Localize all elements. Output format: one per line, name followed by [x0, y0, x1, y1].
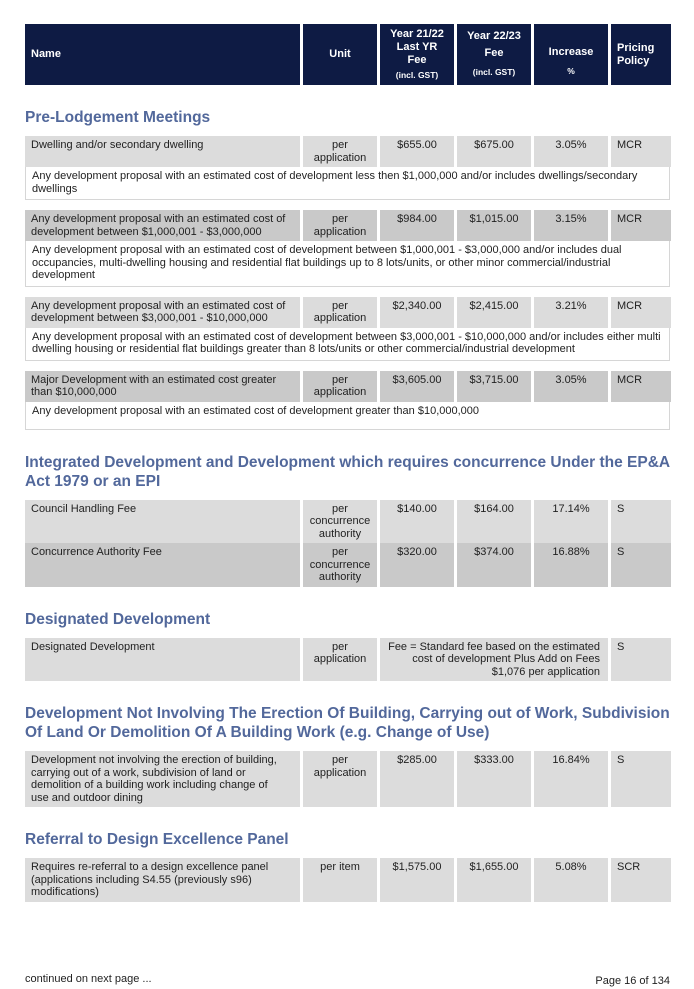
row-increase: 16.88% [534, 543, 608, 587]
row-description: Any development proposal with an estimated cost of development between $3,000,001 - $10,000,000 and/or includes either multi dwelling housing or residential flat buildings greater than 8 lots/units or other commercial/industrial development [25, 328, 670, 361]
header-unit [303, 24, 377, 85]
row-last-fee: $320.00 [380, 543, 454, 587]
row-name: Development not involving the erection of building, carrying out of a work, subdivision of land or demolition of a building work including change of use and outdoor dining [25, 751, 300, 807]
row-unit: per application [303, 638, 377, 682]
row-fee: $3,715.00 [457, 371, 531, 402]
row-policy: S [611, 638, 671, 682]
row-name: Any development proposal with an estimated cost of development between $1,000,001 - $3,000,000 [25, 210, 300, 241]
row-name: Major Development with an estimated cost greater than $10,000,000 [25, 371, 300, 402]
header-increase-unit: % [567, 65, 575, 76]
table-row [25, 751, 670, 807]
row-increase: 3.15% [534, 210, 608, 241]
row-fee-text: Fee = Standard fee based on the estimated cost of development Plus Add on Fees $1,076 per application [380, 638, 608, 682]
table-row [25, 638, 670, 682]
header-pricing-policy [611, 24, 671, 85]
page-number: Page 16 of 134 [595, 975, 670, 987]
row-increase: 3.05% [534, 136, 608, 167]
row-last-fee: $3,605.00 [380, 371, 454, 402]
table-row [25, 371, 670, 402]
section-title-referral: Referral to Design Excellence Panel [25, 831, 289, 848]
header-last-year-fee [380, 24, 454, 85]
row-description: Any development proposal with an estimated cost of development less then $1,000,000 and/or includes dwellings/secondary dwellings [25, 167, 670, 200]
row-fee: $1,655.00 [457, 858, 531, 902]
row-increase: 17.14% [534, 500, 608, 544]
section-title-not-involving: Development Not Involving The Erection Of Building, Carrying out of Work, Subdivision Of Land Or Demolition Of A Building Work (e.g. Change of Use) [25, 705, 670, 741]
row-fee: $164.00 [457, 500, 531, 544]
table-row [25, 543, 670, 587]
row-policy: MCR [611, 371, 671, 402]
header-fee-label: Fee [484, 47, 504, 59]
fee-group [25, 371, 670, 430]
table-row [25, 500, 670, 544]
continued-note: continued on next page ... [25, 973, 152, 985]
row-last-fee: $2,340.00 [380, 297, 454, 328]
header-increase [534, 24, 608, 85]
header-name [25, 24, 300, 85]
row-policy: SCR [611, 858, 671, 902]
table-row [25, 858, 670, 902]
row-policy: MCR [611, 136, 671, 167]
row-fee: $2,415.00 [457, 297, 531, 328]
row-policy: S [611, 751, 671, 807]
section-title-pre-lodgement: Pre-Lodgement Meetings [25, 109, 211, 126]
row-increase: 16.84% [534, 751, 608, 807]
row-policy: S [611, 543, 671, 587]
fee-group [25, 297, 670, 361]
header-last-yr-label: Last YR [396, 40, 438, 53]
row-increase: 3.05% [534, 371, 608, 402]
row-unit: per concurrence authority [303, 543, 377, 587]
header-unit-label: Unit [329, 48, 351, 60]
row-fee: $675.00 [457, 136, 531, 167]
header-fee-gst-note: (incl. GST) [472, 67, 516, 77]
row-policy: MCR [611, 297, 671, 328]
row-description: Any development proposal with an estimated cost of development between $1,000,001 - $3,000,000 and/or includes dual occupancies, multi-dwelling housing and residential flat buildings up to 8 lots/units, or other minor commercial/industrial development [25, 241, 670, 287]
fee-group [25, 136, 670, 200]
header-last-fee-label: Fee [407, 53, 427, 66]
row-unit: per application [303, 751, 377, 807]
row-description: Any development proposal with an estimated cost of development greater than $10,000,000 [25, 402, 670, 430]
fee-schedule-page [25, 24, 670, 902]
row-name: Council Handling Fee [25, 500, 300, 544]
row-unit: per item [303, 858, 377, 902]
table-row [25, 297, 670, 328]
row-unit: per concurrence authority [303, 500, 377, 544]
row-unit: per application [303, 210, 377, 241]
header-increase-label: Increase [548, 45, 594, 58]
row-policy: S [611, 500, 671, 544]
header-year-label: Year 22/23 [467, 30, 521, 42]
section-title-designated: Designated Development [25, 610, 211, 628]
row-policy: MCR [611, 210, 671, 241]
row-increase: 5.08% [534, 858, 608, 902]
row-last-fee: $1,575.00 [380, 858, 454, 902]
header-policy-label-1: Pricing [617, 41, 655, 54]
table-header [25, 24, 670, 85]
row-fee: $1,015.00 [457, 210, 531, 241]
row-last-fee: $984.00 [380, 210, 454, 241]
header-policy-label-2: Policy [617, 54, 650, 67]
row-unit: per application [303, 297, 377, 328]
row-fee: $374.00 [457, 543, 531, 587]
row-fee: $333.00 [457, 751, 531, 807]
header-last-year-label: Year 21/22 [390, 27, 444, 40]
row-last-fee: $285.00 [380, 751, 454, 807]
row-increase: 3.21% [534, 297, 608, 328]
table-row [25, 210, 670, 241]
fee-group [25, 210, 670, 287]
row-name: Requires re-referral to a design excellence panel (applications including S4.55 (previously s96) modifications) [25, 858, 300, 902]
row-last-fee: $655.00 [380, 136, 454, 167]
table-row [25, 136, 670, 167]
row-last-fee: $140.00 [380, 500, 454, 544]
header-name-label: Name [31, 48, 61, 60]
row-unit: per application [303, 371, 377, 402]
header-fee [457, 24, 531, 85]
section-title-integrated: Integrated Development and Development which requires concurrence Under the EP&A Act 1979 or an EPI [25, 453, 670, 490]
header-last-gst-note: (incl. GST) [395, 69, 439, 80]
row-name: Designated Development [25, 638, 300, 682]
row-name: Concurrence Authority Fee [25, 543, 300, 587]
row-name: Dwelling and/or secondary dwelling [25, 136, 300, 167]
row-unit: per application [303, 136, 377, 167]
row-name: Any development proposal with an estimated cost of development between $3,000,001 - $10,000,000 [25, 297, 300, 328]
